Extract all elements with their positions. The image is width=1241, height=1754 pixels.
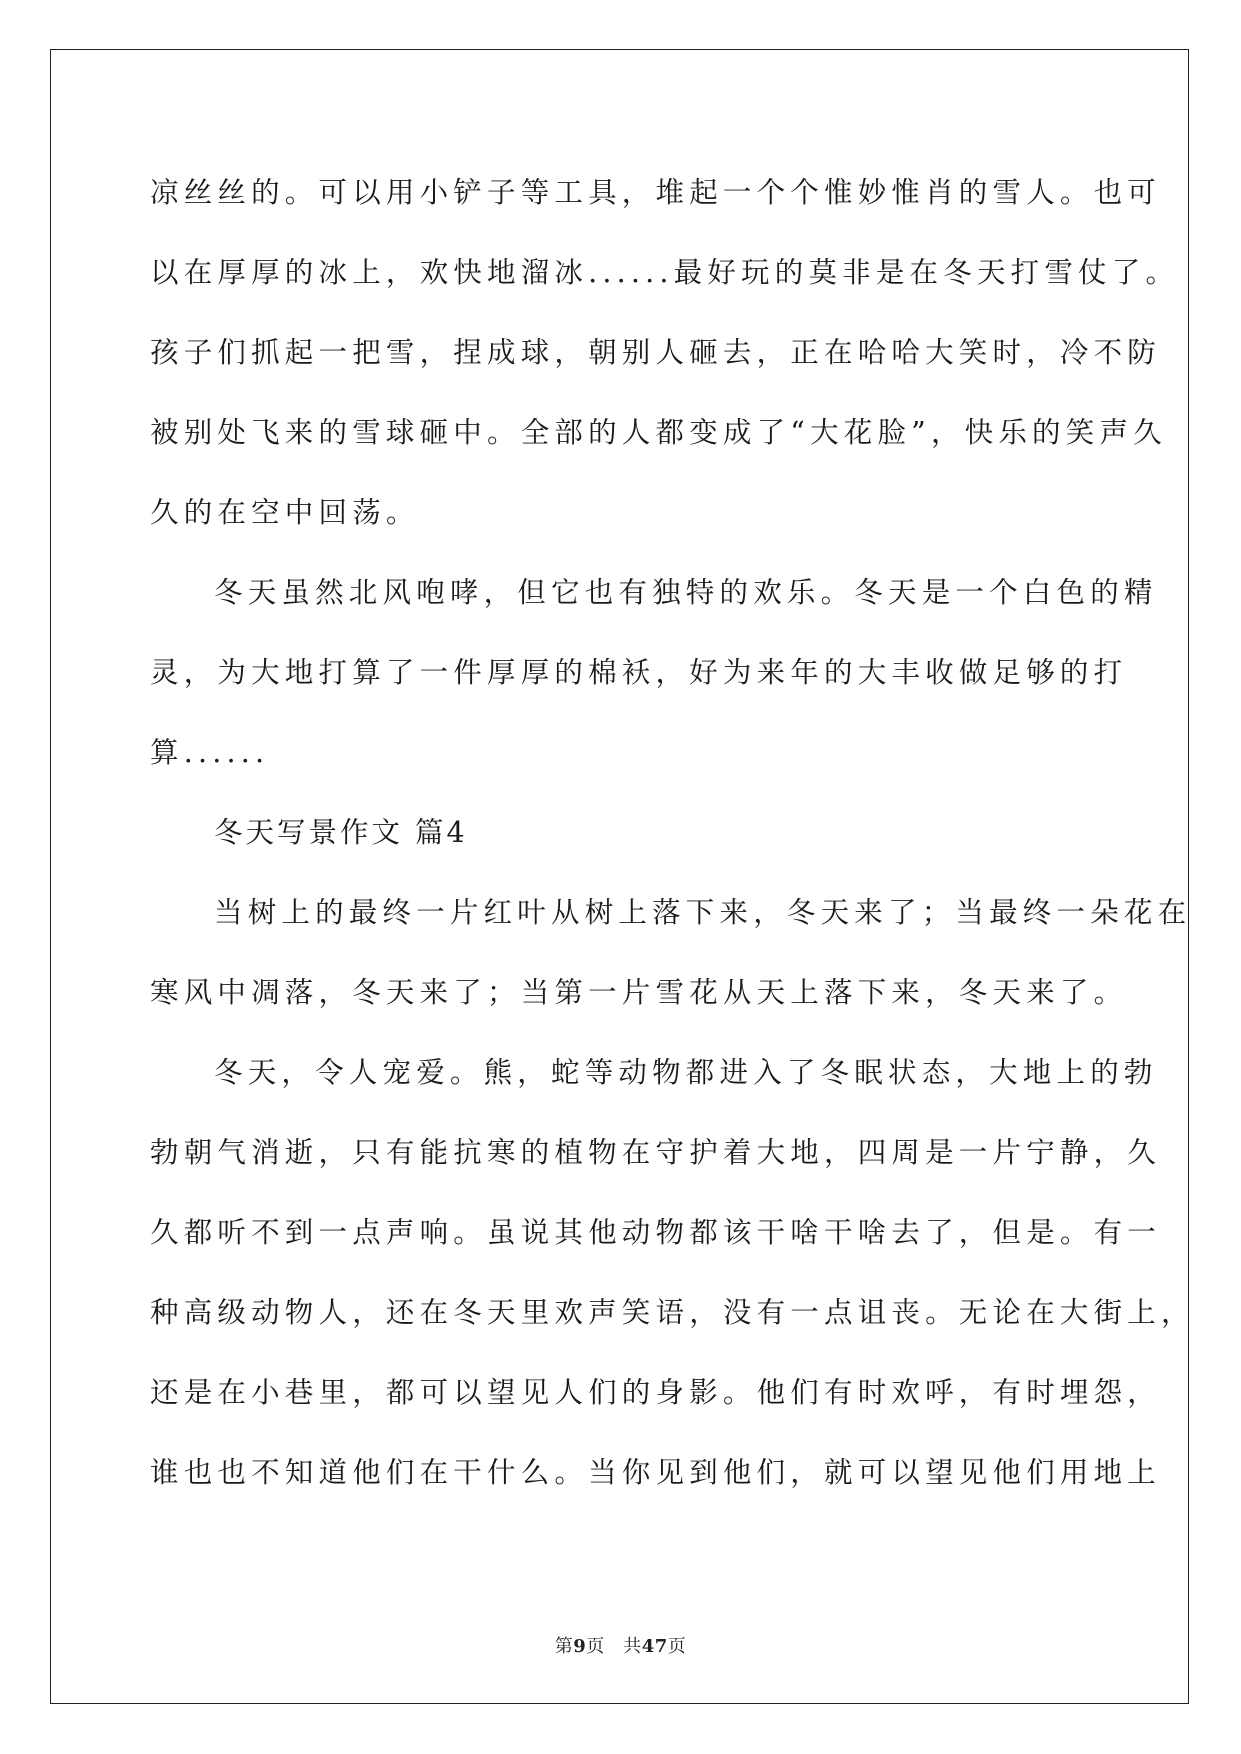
text-line-8: 算...... [150, 736, 270, 769]
text-line-5: 久的在空中回荡。 [150, 496, 420, 529]
text-line-14: 久都听不到一点声响。虽说其他动物都该干啥干啥去了，但是。有一 [150, 1216, 1162, 1249]
text-line-4: 被别处飞来的雪球砸中。全部的人都变成了“大花脸”，快乐的笑声久 [150, 416, 1167, 449]
page-footer [0, 1632, 1241, 1658]
text-line-6: 冬天虽然北风咆哮，但它也有独特的欢乐。冬天是一个白色的精 [214, 576, 1158, 609]
text-line-13: 勃朝气消逝，只有能抗寒的植物在守护着大地，四周是一片宁静，久 [150, 1136, 1162, 1169]
text-line-1: 凉丝丝的。可以用小铲子等工具，堆起一个个惟妙惟肖的雪人。也可 [150, 176, 1162, 209]
text-line-16: 还是在小巷里，都可以望见人们的身影。他们有时欢呼，有时埋怨， [150, 1376, 1162, 1409]
footer-suffix: 页 [667, 1636, 687, 1657]
text-line-3: 孩子们抓起一把雪，捏成球，朝别人砸去，正在哈哈大笑时，冷不防 [150, 336, 1162, 369]
text-line-15: 种高级动物人，还在冬天里欢声笑语，没有一点诅丧。无论在大街上， [150, 1296, 1195, 1329]
total-page-count: 47 [641, 1636, 668, 1657]
footer-prefix: 第 [554, 1636, 574, 1657]
text-line-17: 谁也也不知道他们在干什么。当你见到他们，就可以望见他们用地上 [150, 1456, 1162, 1489]
text-line-10: 当树上的最终一片红叶从树上落下来，冬天来了；当最终一朵花在 [214, 896, 1192, 929]
text-line-2: 以在厚厚的冰上，欢快地溜冰......最好玩的莫非是在冬天打雪仗了。 [150, 256, 1180, 289]
document-body [150, 158, 1195, 1518]
text-line-12: 冬天，令人宠爱。熊，蛇等动物都进入了冬眠状态，大地上的勃 [214, 1056, 1158, 1089]
current-page-number: 9 [573, 1636, 587, 1657]
text-line-11: 寒风中凋落，冬天来了；当第一片雪花从天上落下来，冬天来了。 [150, 976, 1128, 1009]
text-line-7: 灵，为大地打算了一件厚厚的棉袄，好为来年的大丰收做足够的打 [150, 656, 1128, 689]
footer-middle: 页 共 [586, 1636, 642, 1657]
section-heading: 冬天写景作文 篇4 [214, 816, 468, 849]
